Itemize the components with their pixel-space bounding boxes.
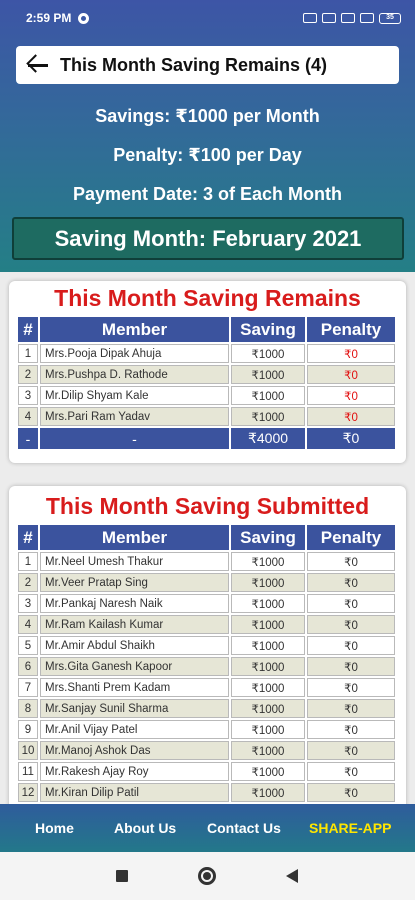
row-saving: ₹1000 xyxy=(231,594,305,613)
col-saving: Saving xyxy=(231,525,305,550)
row-penalty: ₹0 xyxy=(307,573,395,592)
nav-contact-us[interactable]: Contact Us xyxy=(207,820,281,836)
row-penalty: ₹0 xyxy=(307,344,395,363)
row-member: Mr.Ram Kailash Kumar xyxy=(40,615,229,634)
col-penalty: Penalty xyxy=(307,525,395,550)
row-saving: ₹1000 xyxy=(231,615,305,634)
submitted-card xyxy=(9,486,406,826)
row-number: 3 xyxy=(18,386,38,405)
row-penalty: ₹0 xyxy=(307,783,395,802)
remains-table xyxy=(16,315,397,451)
remains-card xyxy=(9,281,406,463)
row-member: Mrs.Shanti Prem Kadam xyxy=(40,678,229,697)
recents-square-icon[interactable] xyxy=(116,870,128,882)
system-nav-bar xyxy=(0,852,415,900)
table-row xyxy=(18,594,395,613)
table-row xyxy=(18,552,395,571)
row-penalty: ₹0 xyxy=(307,365,395,384)
sim-icon xyxy=(322,13,336,23)
row-penalty: ₹0 xyxy=(307,594,395,613)
row-member: Mr.Veer Pratap Sing xyxy=(40,573,229,592)
remains-title: This Month Saving Remains xyxy=(54,285,361,311)
row-member: Mrs.Pari Ram Yadav xyxy=(40,407,229,426)
table-row xyxy=(18,365,395,384)
title-bar xyxy=(16,46,399,84)
row-penalty: ₹0 xyxy=(307,636,395,655)
row-saving: ₹1000 xyxy=(231,720,305,739)
row-saving: ₹1000 xyxy=(231,552,305,571)
back-triangle-icon[interactable] xyxy=(286,869,298,883)
row-number: 9 xyxy=(18,720,38,739)
row-number: 12 xyxy=(18,783,38,802)
table-row xyxy=(18,636,395,655)
row-member: Mr.Manoj Ashok Das xyxy=(40,741,229,760)
submitted-title: This Month Saving Submitted xyxy=(45,493,370,519)
table-row xyxy=(18,699,395,718)
row-saving: ₹1000 xyxy=(231,573,305,592)
table-row xyxy=(18,344,395,363)
row-penalty: ₹0 xyxy=(307,678,395,697)
row-number: 5 xyxy=(18,636,38,655)
row-number: 10 xyxy=(18,741,38,760)
row-penalty: ₹0 xyxy=(307,407,395,426)
table-row xyxy=(18,386,395,405)
savings-info: Savings: ₹1000 per Month xyxy=(95,106,320,126)
row-number: 3 xyxy=(18,594,38,613)
row-member: Mrs.Pooja Dipak Ahuja xyxy=(40,344,229,363)
col-saving: Saving xyxy=(231,317,305,342)
row-number: 1 xyxy=(18,552,38,571)
col-num: # xyxy=(18,525,38,550)
nav-about-us[interactable]: About Us xyxy=(114,820,177,836)
row-member: Mr.Pankaj Naresh Naik xyxy=(40,594,229,613)
row-saving: ₹1000 xyxy=(231,741,305,760)
status-icons xyxy=(303,13,401,24)
table-row xyxy=(18,720,395,739)
row-member: Mr.Anil Vijay Patel xyxy=(40,720,229,739)
col-member: Member xyxy=(40,317,229,342)
row-member: Mr.Neel Umesh Thakur xyxy=(40,552,229,571)
saving-month-banner: Saving Month: February 2021 xyxy=(12,217,404,260)
table-row xyxy=(18,657,395,676)
row-penalty: ₹0 xyxy=(307,699,395,718)
row-saving: ₹1000 xyxy=(231,407,305,426)
total-saving: ₹4000 xyxy=(231,428,305,449)
status-time: 2:59 PM xyxy=(26,11,72,25)
total-number: - xyxy=(18,428,38,449)
row-saving: ₹1000 xyxy=(231,783,305,802)
row-penalty: ₹0 xyxy=(307,386,395,405)
bottom-nav xyxy=(0,804,415,852)
col-num: # xyxy=(18,317,38,342)
signal-2-icon xyxy=(360,13,374,23)
row-penalty: ₹0 xyxy=(307,720,395,739)
row-member: Mr.Kiran Dilip Patil xyxy=(40,783,229,802)
submitted-table xyxy=(16,523,397,804)
row-number: 7 xyxy=(18,678,38,697)
total-penalty: ₹0 xyxy=(307,428,395,449)
table-row xyxy=(18,762,395,781)
row-penalty: ₹0 xyxy=(307,762,395,781)
row-saving: ₹1000 xyxy=(231,365,305,384)
row-saving: ₹1000 xyxy=(231,636,305,655)
col-member: Member xyxy=(40,525,229,550)
total-member: - xyxy=(40,428,229,449)
row-number: 1 xyxy=(18,344,38,363)
total-row xyxy=(18,428,395,449)
table-row xyxy=(18,783,395,802)
row-number: 2 xyxy=(18,365,38,384)
row-number: 8 xyxy=(18,699,38,718)
back-arrow-icon[interactable] xyxy=(16,46,60,84)
row-penalty: ₹0 xyxy=(307,741,395,760)
row-number: 6 xyxy=(18,657,38,676)
row-member: Mrs.Gita Ganesh Kapoor xyxy=(40,657,229,676)
header-panel xyxy=(0,0,415,272)
row-penalty: ₹0 xyxy=(307,615,395,634)
row-saving: ₹1000 xyxy=(231,344,305,363)
row-number: 11 xyxy=(18,762,38,781)
penalty-info: Penalty: ₹100 per Day xyxy=(113,145,302,165)
table-row xyxy=(18,407,395,426)
row-number: 4 xyxy=(18,615,38,634)
home-circle-icon[interactable] xyxy=(198,867,216,885)
table-row xyxy=(18,573,395,592)
nav-share-app[interactable]: SHARE-APP xyxy=(309,820,392,836)
table-row xyxy=(18,741,395,760)
row-member: Mr.Sanjay Sunil Sharma xyxy=(40,699,229,718)
status-bar xyxy=(0,0,415,36)
page-title: This Month Saving Remains (4) xyxy=(60,54,328,75)
row-number: 4 xyxy=(18,407,38,426)
battery-icon: 35 xyxy=(379,13,401,24)
row-number: 2 xyxy=(18,573,38,592)
row-penalty: ₹0 xyxy=(307,657,395,676)
row-penalty: ₹0 xyxy=(307,552,395,571)
row-member: Mr.Dilip Shyam Kale xyxy=(40,386,229,405)
payment-date-info: Payment Date: 3 of Each Month xyxy=(72,184,343,204)
wifi-icon xyxy=(303,13,317,23)
nav-home[interactable]: Home xyxy=(35,820,74,836)
col-penalty: Penalty xyxy=(307,317,395,342)
row-saving: ₹1000 xyxy=(231,386,305,405)
row-saving: ₹1000 xyxy=(231,657,305,676)
row-member: Mr.Amir Abdul Shaikh xyxy=(40,636,229,655)
row-member: Mrs.Pushpa D. Rathode xyxy=(40,365,229,384)
table-row xyxy=(18,615,395,634)
row-saving: ₹1000 xyxy=(231,678,305,697)
row-saving: ₹1000 xyxy=(231,699,305,718)
row-saving: ₹1000 xyxy=(231,762,305,781)
signal-icon xyxy=(341,13,355,23)
table-row xyxy=(18,678,395,697)
settings-gear-icon xyxy=(78,13,89,24)
row-member: Mr.Rakesh Ajay Roy xyxy=(40,762,229,781)
